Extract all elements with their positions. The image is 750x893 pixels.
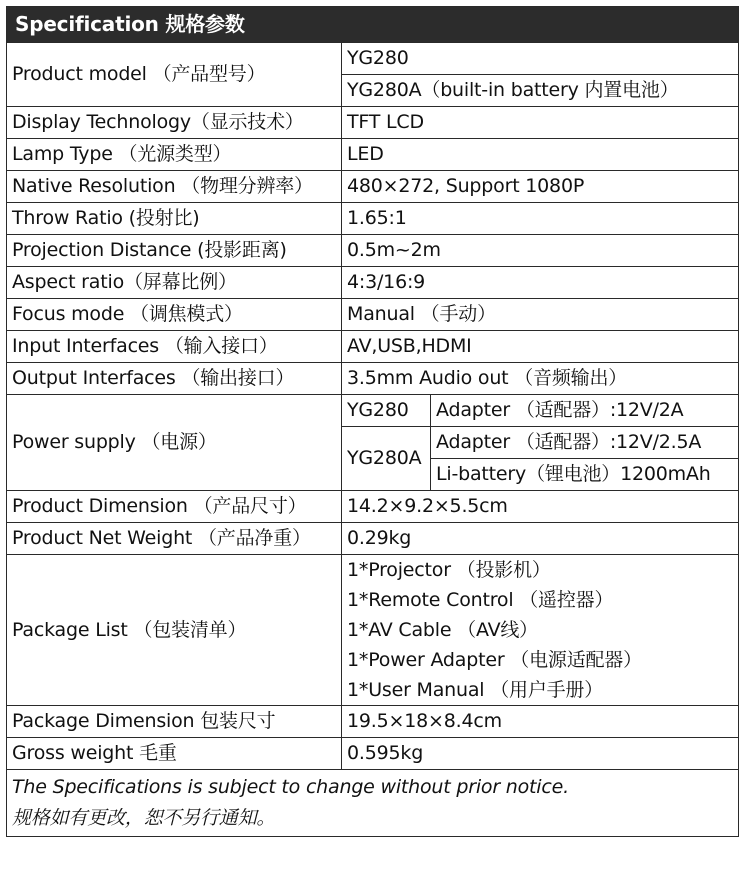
table-header: Specification 规格参数 (7, 7, 739, 43)
label-product-dimension: Product Dimension （产品尺寸） (7, 491, 342, 523)
power-adapter-2: Adapter （适配器）:12V/2.5A (431, 427, 739, 459)
value-aspect-ratio: 4:3/16:9 (342, 267, 739, 299)
label-gross-weight: Gross weight 毛重 (7, 738, 342, 770)
package-item: 1*Power Adapter （电源适配器） (347, 649, 642, 671)
package-item: 1*User Manual （用户手册） (347, 679, 604, 701)
value-model-1: YG280 (342, 43, 739, 75)
footnote (7, 770, 739, 837)
value-focus-mode: Manual （手动） (342, 299, 739, 331)
label-display-technology: Display Technology（显示技术） (7, 107, 342, 139)
footnote-en: The Specifications is subject to change without prior notice. (12, 776, 569, 798)
label-aspect-ratio: Aspect ratio（屏幕比例） (7, 267, 342, 299)
power-adapter-1: Adapter （适配器）:12V/2A (431, 395, 739, 427)
spec-sheet (6, 6, 738, 837)
value-native-resolution: 480×272, Support 1080P (342, 171, 739, 203)
package-item: 1*Projector （投影机） (347, 559, 551, 581)
label-input-interfaces: Input Interfaces （输入接口） (7, 331, 342, 363)
label-power-supply: Power supply （电源） (7, 395, 342, 491)
label-throw-ratio: Throw Ratio (投射比) (7, 203, 342, 235)
label-native-resolution: Native Resolution （物理分辨率） (7, 171, 342, 203)
label-projection-distance: Projection Distance (投影距离) (7, 235, 342, 267)
value-projection-distance: 0.5m~2m (342, 235, 739, 267)
value-product-dimension: 14.2×9.2×5.5cm (342, 491, 739, 523)
value-display-technology: TFT LCD (342, 107, 739, 139)
label-product-model: Product model （产品型号） (7, 43, 342, 107)
value-package-dimension: 19.5×18×8.4cm (342, 706, 739, 738)
label-product-net-weight: Product Net Weight （产品净重） (7, 523, 342, 555)
value-product-net-weight: 0.29kg (342, 523, 739, 555)
value-input-interfaces: AV,USB,HDMI (342, 331, 739, 363)
power-model-2: YG280A (342, 427, 431, 491)
value-throw-ratio: 1.65:1 (342, 203, 739, 235)
package-item: 1*AV Cable （AV线） (347, 619, 538, 641)
label-focus-mode: Focus mode （调焦模式） (7, 299, 342, 331)
label-output-interfaces: Output Interfaces （输出接口） (7, 363, 342, 395)
power-battery-2: Li-battery（锂电池）1200mAh (431, 459, 739, 491)
value-gross-weight: 0.595kg (342, 738, 739, 770)
value-output-interfaces: 3.5mm Audio out （音频输出） (342, 363, 739, 395)
value-package-list (342, 555, 739, 706)
power-model-1: YG280 (342, 395, 431, 427)
label-lamp-type: Lamp Type （光源类型） (7, 139, 342, 171)
package-item: 1*Remote Control （遥控器） (347, 589, 614, 611)
value-model-2: YG280A（built-in battery 内置电池） (342, 75, 739, 107)
value-lamp-type: LED (342, 139, 739, 171)
label-package-dimension: Package Dimension 包装尺寸 (7, 706, 342, 738)
footnote-zh: 规格如有更改，恕不另行通知。 (12, 807, 276, 829)
label-package-list: Package List （包装清单） (7, 555, 342, 706)
spec-table (6, 6, 739, 837)
